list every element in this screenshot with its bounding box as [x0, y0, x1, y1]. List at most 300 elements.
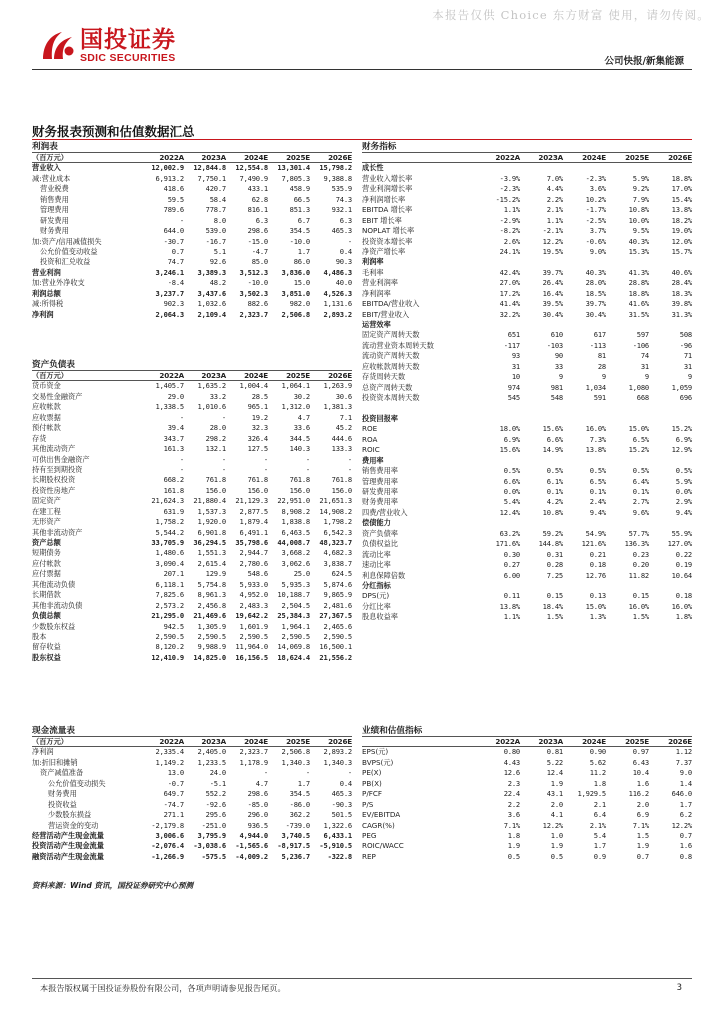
- cell-value: -5.1: [209, 778, 226, 788]
- cell-value: 0.28: [546, 560, 563, 570]
- row-label: CAGR(%): [362, 820, 395, 830]
- cell-value: 295.6: [205, 810, 226, 820]
- cell-value: 3,795.9: [197, 830, 226, 840]
- cell-value: 1,178.9: [239, 757, 268, 767]
- year-header: 2024E: [582, 153, 606, 162]
- cell-value: -10.0: [247, 278, 268, 288]
- cell-value: 0.80: [503, 747, 520, 757]
- cell-value: 10,188.7: [277, 590, 310, 600]
- table-row: [362, 237, 692, 247]
- cell-value: 30.4%: [542, 309, 563, 319]
- cell-value: 0.81: [546, 747, 563, 757]
- cell-value: -: [221, 412, 226, 422]
- group-title: 偿债能力: [362, 518, 391, 528]
- cell-value: 0.0%: [675, 487, 692, 496]
- cell-value: 63.2%: [499, 528, 520, 538]
- group-title: 成长性: [362, 163, 384, 173]
- row-label: 负债总额: [32, 611, 61, 621]
- cell-value: -96: [679, 340, 692, 350]
- row-label: 应收帐款周转天数: [362, 361, 420, 371]
- cell-value: 1,601.9: [239, 621, 268, 631]
- cell-value: -: [263, 768, 268, 778]
- cell-value: 2,780.6: [239, 558, 268, 568]
- cell-value: 7.3%: [589, 434, 606, 444]
- cell-value: -1,266.9: [151, 851, 184, 861]
- cell-value: 4,944.0: [239, 830, 268, 840]
- cell-value: 444.6: [331, 433, 352, 443]
- cell-value: 6,118.1: [155, 579, 184, 589]
- group-title: 运营效率: [362, 320, 391, 329]
- cell-value: 18.5%: [585, 288, 606, 298]
- cell-value: 3,838.7: [323, 558, 352, 568]
- cell-value: 54.9%: [585, 528, 606, 538]
- table-row: [32, 247, 352, 257]
- cell-value: 1.1%: [503, 205, 520, 215]
- cell-value: 1,340.3: [281, 757, 310, 767]
- group-title: 分红指标: [362, 580, 391, 590]
- table-row: [32, 653, 352, 663]
- cell-value: 9,388.8: [323, 173, 352, 183]
- cell-value: 15.0%: [585, 601, 606, 611]
- cell-value: 45.2: [335, 423, 352, 433]
- cell-value: -2.9%: [499, 215, 520, 225]
- cell-value: 0.30: [503, 549, 520, 559]
- table-row: [362, 810, 692, 820]
- table-row: [362, 424, 692, 434]
- table-row: [32, 496, 352, 506]
- cell-value: 33: [554, 361, 563, 371]
- cell-value: 508: [679, 330, 692, 340]
- cell-value: 1,010.6: [197, 402, 226, 412]
- cell-value: 1,964.1: [281, 621, 310, 631]
- cell-value: 24.0: [209, 768, 226, 778]
- cell-value: 161.3: [163, 444, 184, 454]
- table-row: [362, 571, 692, 581]
- table-row: [32, 381, 352, 391]
- cell-value: 55.9%: [671, 528, 692, 538]
- cell-value: -90.3: [331, 799, 352, 809]
- table-row: [362, 393, 692, 403]
- cell-value: -15.2%: [495, 194, 520, 204]
- cell-value: 6.7: [297, 215, 310, 225]
- cell-value: 21,880.4: [193, 496, 226, 506]
- cell-value: 15,798.2: [319, 163, 352, 173]
- cell-value: 882.6: [247, 299, 268, 309]
- cell-value: 6.43: [632, 757, 649, 767]
- cell-value: 1,929.5: [577, 789, 606, 799]
- table-row: [362, 539, 692, 549]
- row-label: 无形资产: [32, 517, 61, 527]
- cell-value: 2,877.5: [239, 506, 268, 516]
- cell-value: 4.7: [255, 778, 268, 788]
- cell-value: 4.2%: [546, 497, 563, 507]
- cell-value: 12.2%: [542, 820, 563, 830]
- cell-value: 4.4%: [546, 184, 563, 194]
- cell-value: 1.5%: [632, 612, 649, 622]
- cell-value: 30.4%: [585, 309, 606, 319]
- cell-value: 1.7: [297, 778, 310, 788]
- table-title: 资产负债表: [32, 359, 352, 371]
- cell-value: 3,246.1: [155, 267, 184, 277]
- table-row: [362, 821, 692, 831]
- cell-value: 1.8: [507, 830, 520, 840]
- cell-value: 981: [550, 382, 563, 392]
- row-label: 持有至到期投资: [32, 464, 83, 474]
- row-label: 在建工程: [32, 506, 61, 516]
- cell-value: 6,433.1: [323, 830, 352, 840]
- cell-value: -: [347, 454, 352, 464]
- cell-value: 18,624.4: [277, 652, 310, 662]
- cell-value: 1,838.8: [281, 517, 310, 527]
- cell-value: 7.1: [339, 412, 352, 422]
- table-row: [362, 529, 692, 539]
- group-header-row: [362, 456, 692, 466]
- cell-value: 0.1%: [589, 487, 606, 496]
- cell-value: 501.5: [331, 810, 352, 820]
- group-title: 费用率: [362, 455, 384, 465]
- cell-value: 35,798.6: [235, 538, 268, 547]
- cell-value: 0.31: [546, 549, 563, 559]
- table-row: [32, 841, 352, 851]
- cell-value: 31: [511, 361, 520, 371]
- cell-value: 1,149.2: [155, 757, 184, 767]
- row-label: ROIC/WACC: [362, 841, 404, 851]
- cell-value: 12,554.8: [235, 163, 268, 173]
- row-label: 其他流动资产: [32, 444, 76, 454]
- row-label: 少数股东损益: [48, 810, 92, 820]
- cell-value: 545: [507, 393, 520, 403]
- cell-value: 9,988.9: [197, 642, 226, 652]
- cell-value: 136.3%: [624, 539, 649, 549]
- cell-value: 2,323.7: [239, 309, 268, 319]
- table-row: [32, 601, 352, 611]
- cell-value: 3,237.7: [155, 288, 184, 298]
- cell-value: 132.1: [205, 444, 226, 454]
- cell-value: 7.9%: [632, 194, 649, 204]
- table-row: [32, 789, 352, 799]
- cell-value: 1,322.6: [323, 820, 352, 830]
- cell-value: 1.5: [636, 830, 649, 840]
- cell-value: 17.0%: [671, 184, 692, 194]
- cell-value: 48,323.7: [319, 538, 352, 547]
- cell-value: 761.8: [247, 475, 268, 485]
- row-label: 资产总额: [32, 538, 61, 547]
- cell-value: 15.6%: [499, 445, 520, 455]
- cell-value: -: [305, 464, 310, 474]
- cell-value: 1,340.3: [323, 757, 352, 767]
- cell-value: 133.3: [331, 444, 352, 454]
- cell-value: 271.1: [163, 810, 184, 820]
- row-label: 营运资金的变动: [48, 820, 99, 830]
- cell-value: 1.5%: [546, 612, 563, 622]
- cell-value: 156.0: [331, 485, 352, 495]
- cell-value: 2,590.5: [323, 631, 352, 641]
- cell-value: 19.0%: [671, 226, 692, 236]
- cell-value: 6,491.1: [239, 527, 268, 537]
- cell-value: 86.0: [293, 257, 310, 267]
- cell-value: 548: [550, 393, 563, 403]
- cell-value: 1.8: [593, 778, 606, 788]
- cell-value: 7.1%: [503, 820, 520, 830]
- cell-value: 4,486.3: [323, 267, 352, 277]
- row-label: 研发费用: [40, 215, 69, 225]
- watermark: 本报告仅供 Choice 东方财富 使用，请勿传阅。: [432, 8, 710, 22]
- cell-value: 0.13: [589, 591, 606, 601]
- row-label: 长期借款: [32, 590, 61, 600]
- row-label: DPS(元): [362, 591, 390, 601]
- cell-value: 18.8%: [671, 173, 692, 183]
- group-header-row: [362, 518, 692, 528]
- row-label: 应付票据: [32, 569, 61, 579]
- year-header: 2023A: [538, 153, 563, 162]
- cell-value: 93: [511, 351, 520, 361]
- cell-value: 548.6: [247, 569, 268, 579]
- year-header: 2022A: [159, 371, 184, 380]
- row-label: 存货: [32, 433, 47, 443]
- cell-value: 18.4%: [542, 601, 563, 611]
- row-label: REP: [362, 851, 376, 861]
- cell-value: 11.82: [628, 570, 649, 580]
- table-row: [32, 475, 352, 485]
- cell-value: 3.6: [507, 810, 520, 820]
- cell-value: 10.64: [671, 570, 692, 580]
- row-label: 固定资产: [32, 496, 61, 506]
- cell-value: 2.1%: [546, 205, 563, 215]
- table-row: [362, 278, 692, 288]
- group-header-row: [362, 581, 692, 591]
- cell-value: 43.1: [546, 789, 563, 799]
- cell-value: 0.9: [593, 851, 606, 861]
- row-label: PEG: [362, 830, 377, 840]
- cell-value: 14,069.8: [277, 642, 310, 652]
- cell-value: 6.6%: [546, 434, 563, 444]
- cell-value: 1,032.6: [197, 299, 226, 309]
- table-row: [32, 289, 352, 299]
- table-row: [362, 800, 692, 810]
- cell-value: 27,367.5: [319, 611, 352, 621]
- cell-value: 646.0: [671, 789, 692, 799]
- column-header-row: [362, 737, 692, 747]
- row-label: 流动营业资本周转天数: [362, 340, 434, 350]
- cell-value: -: [179, 454, 184, 464]
- table-row: [32, 590, 352, 600]
- row-label: 货币资金: [32, 381, 61, 391]
- cell-value: 16,500.1: [319, 642, 352, 652]
- cell-value: -: [263, 454, 268, 464]
- cell-value: 0.5: [550, 851, 563, 861]
- table-title: 现金流量表: [32, 725, 352, 737]
- cell-value: 15.6%: [542, 424, 563, 434]
- cell-value: -: [347, 464, 352, 474]
- table-row: [32, 538, 352, 548]
- table-row: [362, 612, 692, 622]
- cell-value: 6,542.3: [323, 527, 352, 537]
- cell-value: 58.4: [209, 194, 226, 204]
- cell-value: 362.2: [289, 810, 310, 820]
- table-row: [362, 852, 692, 862]
- cell-value: 0.1%: [546, 487, 563, 496]
- row-label: 净利润增长率: [362, 194, 406, 204]
- cell-value: 2.7%: [632, 497, 649, 507]
- cell-value: 39.8%: [671, 299, 692, 309]
- cell-value: 1,537.3: [197, 506, 226, 516]
- cell-value: 32.2%: [499, 309, 520, 319]
- table-row: [32, 611, 352, 621]
- cell-value: 1.0: [550, 830, 563, 840]
- cell-value: -3.9%: [499, 173, 520, 183]
- cell-value: 1.7: [593, 841, 606, 851]
- year-header: 2023A: [201, 153, 226, 162]
- cell-value: 12.6: [503, 768, 520, 778]
- cell-value: 1,305.9: [197, 621, 226, 631]
- cell-value: -2.3%: [499, 184, 520, 194]
- row-label: 投资资本增长率: [362, 236, 413, 246]
- cell-value: 62.8: [251, 194, 268, 204]
- cell-value: 6,901.8: [197, 527, 226, 537]
- cell-value: 1.9: [550, 841, 563, 851]
- row-label: EBIT 增长率: [362, 215, 402, 225]
- table-row: [32, 205, 352, 215]
- table-row: [32, 278, 352, 288]
- row-label: 应付帐款: [32, 558, 61, 568]
- cell-value: 74.3: [335, 194, 352, 204]
- cell-value: -113: [589, 340, 606, 350]
- table-row: [362, 341, 692, 351]
- cell-value: 418.6: [163, 184, 184, 194]
- cell-value: -8.2%: [499, 226, 520, 236]
- cell-value: 22,951.0: [277, 496, 310, 506]
- row-label: 营业利润: [32, 267, 61, 277]
- cell-value: 651: [507, 330, 520, 340]
- cell-value: 33.2: [209, 391, 226, 401]
- cell-value: 18.8%: [628, 288, 649, 298]
- table-row: [32, 310, 352, 320]
- table-row: [362, 174, 692, 184]
- table-row: [362, 758, 692, 768]
- cell-value: 18.0%: [499, 424, 520, 434]
- cell-value: -8,917.5: [277, 841, 310, 851]
- table-row: [32, 622, 352, 632]
- cell-value: 0.5%: [503, 466, 520, 476]
- row-label: 预付帐款: [32, 423, 61, 433]
- row-label: ROA: [362, 434, 378, 444]
- cell-value: 326.4: [247, 433, 268, 443]
- table-row: [32, 163, 352, 173]
- table-row: [362, 779, 692, 789]
- year-header: 2022A: [159, 153, 184, 162]
- column-header-row: [362, 153, 692, 163]
- cell-value: 15.7%: [671, 246, 692, 256]
- section-title: 财务报表预测和估值数据汇总: [32, 124, 195, 139]
- table-row: [362, 445, 692, 455]
- row-label: 应收帐款: [32, 402, 61, 412]
- year-header: 2026E: [668, 737, 692, 746]
- cell-value: 343.7: [163, 433, 184, 443]
- cell-value: 354.5: [289, 226, 310, 236]
- cell-value: 617: [593, 330, 606, 340]
- row-label: 融资活动产生现金流量: [32, 851, 104, 861]
- cell-value: 9.0%: [589, 246, 606, 256]
- cell-value: 4.1: [550, 810, 563, 820]
- cell-value: 9.4%: [675, 507, 692, 517]
- cell-value: 129.9: [205, 569, 226, 579]
- cell-value: 5,874.6: [323, 579, 352, 589]
- cell-value: 127.5: [247, 444, 268, 454]
- cell-value: 1,405.7: [155, 381, 184, 391]
- row-label: 销售费用率: [362, 466, 398, 476]
- cell-value: 1,798.2: [323, 517, 352, 527]
- cell-value: 3,389.3: [197, 267, 226, 277]
- cell-value: 7.25: [546, 570, 563, 580]
- company-logo: [40, 28, 176, 64]
- table-row: [32, 517, 352, 527]
- table-row: [32, 486, 352, 496]
- year-header: 2024E: [244, 153, 268, 162]
- cell-value: 6.5%: [589, 476, 606, 486]
- cell-value: -2.3%: [585, 173, 606, 183]
- row-label: 投资资本周转天数: [362, 393, 420, 403]
- cell-value: 39.5%: [542, 299, 563, 309]
- row-label: 减:营业成本: [32, 173, 71, 183]
- cell-value: 10.2%: [585, 194, 606, 204]
- row-label: 投资收益: [48, 799, 77, 809]
- cell-value: 15.3%: [628, 246, 649, 256]
- row-label: 投资和汇兑收益: [40, 257, 91, 267]
- cell-value: 0.21: [589, 549, 606, 559]
- cell-value: 1,635.2: [197, 381, 226, 391]
- cell-value: 2,615.4: [197, 558, 226, 568]
- cell-value: 13.8%: [585, 445, 606, 455]
- row-label: ROIC: [362, 445, 380, 455]
- cell-value: 161.8: [163, 485, 184, 495]
- cell-value: 0.7: [171, 246, 184, 256]
- sdic-logo-icon: [40, 29, 76, 63]
- cell-value: 2,109.4: [197, 309, 226, 319]
- table-row: [362, 831, 692, 841]
- row-label: BVPS(元): [362, 757, 394, 767]
- row-label: 总资产周转天数: [362, 382, 413, 392]
- cell-value: 0.27: [503, 560, 520, 570]
- cell-value: -30.7: [163, 236, 184, 246]
- cell-value: 21,295.0: [151, 611, 184, 621]
- cell-value: 3,502.3: [239, 288, 268, 298]
- cell-value: 14,908.2: [319, 506, 352, 516]
- cell-value: 92.6: [209, 257, 226, 267]
- cell-value: 2,504.5: [281, 600, 310, 610]
- cell-value: 6.00: [503, 570, 520, 580]
- cell-value: 10.8%: [628, 205, 649, 215]
- cell-value: 44,008.7: [277, 538, 310, 547]
- cell-value: 591: [593, 393, 606, 403]
- cell-value: 48.2: [209, 278, 226, 288]
- cell-value: 6.1%: [546, 476, 563, 486]
- table-row: [362, 768, 692, 778]
- table-row: [32, 758, 352, 768]
- cell-value: 851.3: [289, 205, 310, 215]
- cash-flow-table: [32, 725, 352, 862]
- row-label: 财务费用: [48, 789, 77, 799]
- cell-value: 0.97: [632, 747, 649, 757]
- cell-value: 7,825.6: [155, 590, 184, 600]
- cell-value: -10.0: [289, 236, 310, 246]
- cell-value: 974: [507, 382, 520, 392]
- logo-cn-text: 国投证券: [80, 27, 176, 53]
- cell-value: 2.1%: [589, 820, 606, 830]
- table-row: [32, 465, 352, 475]
- cell-value: 535.9: [331, 184, 352, 194]
- cell-value: 15.4%: [671, 194, 692, 204]
- cell-value: 420.7: [205, 184, 226, 194]
